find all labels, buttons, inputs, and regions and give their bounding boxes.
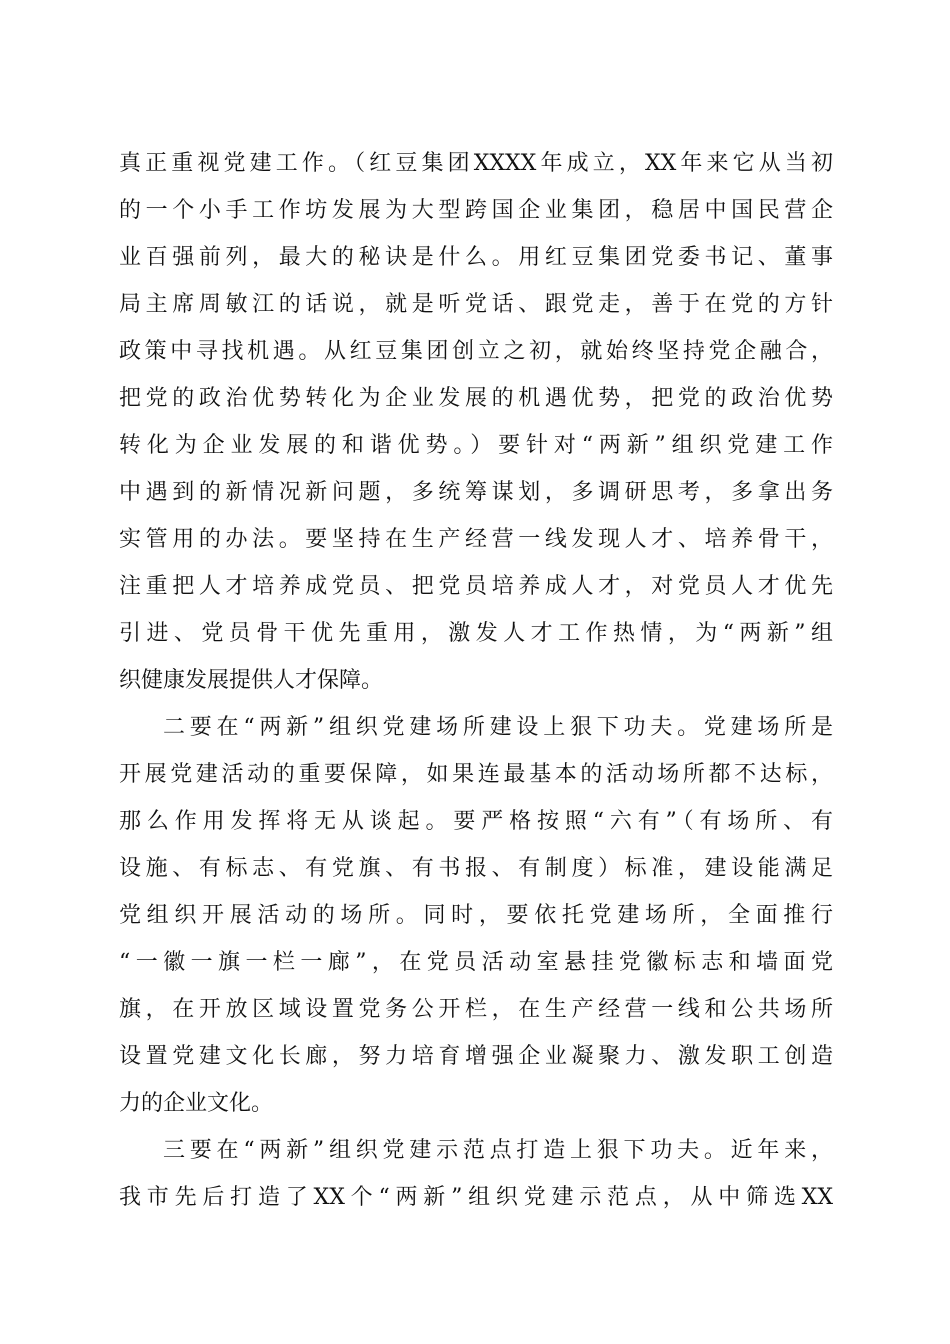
text-line: “一徽一旗一栏一廊”，在党员活动室悬挂党徽标志和墙面党 (119, 950, 833, 975)
text-line: 织健康发展提供人才保障。 (119, 668, 384, 693)
body-text (119, 140, 833, 1221)
text-line: 党组织开展活动的场所。同时，要依托党建场所，全面推行 (119, 903, 833, 928)
text-line: 力的企业文化。 (119, 1091, 274, 1116)
text-line: 旗，在开放区域设置党务公开栏，在生产经营一线和公共场所 (119, 997, 833, 1022)
text-line: 业百强前列，最大的秘诀是什么。用红豆集团党委书记、董事 (119, 245, 833, 270)
text-line: 注重把人才培养成党员、把党员培养成人才，对党员人才优先 (119, 574, 833, 599)
text-line: 真正重视党建工作。（红豆集团XXXX年成立，XX年来它从当初 (119, 151, 833, 176)
text-line: 实管用的办法。要坚持在生产经营一线发现人才、培养骨干， (119, 527, 833, 552)
text-line: 转化为企业发展的和谐优势。）要针对“两新”组织党建工作 (119, 433, 833, 458)
paragraph-2 (119, 704, 833, 1127)
text-line: 我市先后打造了XX个“两新”组织党建示范点，从中筛选XX (119, 1185, 833, 1210)
text-line: 设施、有标志、有党旗、有书报、有制度）标准，建设能满足 (119, 856, 833, 881)
text-line: 设置党建文化长廊，努力培育增强企业凝聚力、激发职工创造 (119, 1044, 833, 1069)
paragraph-3 (119, 1127, 833, 1221)
text-line: 把党的政治优势转化为企业发展的机遇优势，把党的政治优势 (119, 386, 833, 411)
text-line: 的一个小手工作坊发展为大型跨国企业集团，稳居中国民营企 (119, 198, 833, 223)
text-line: 三要在“两新”组织党建示范点打造上狠下功夫。近年来， (163, 1138, 833, 1163)
paragraph-1 (119, 140, 833, 704)
text-line: 引进、党员骨干优先重用，激发人才工作热情，为“两新”组 (119, 621, 833, 646)
text-line: 那么作用发挥将无从谈起。要严格按照“六有”（有场所、有 (119, 809, 833, 834)
text-line: 中遇到的新情况新问题，多统筹谋划，多调研思考，多拿出务 (119, 480, 833, 505)
text-line: 局主席周敏江的话说，就是听党话、跟党走，善于在党的方针 (119, 292, 833, 317)
text-line: 二要在“两新”组织党建场所建设上狠下功夫。党建场所是 (163, 715, 833, 740)
text-line: 政策中寻找机遇。从红豆集团创立之初，就始终坚持党企融合， (119, 339, 833, 364)
text-line: 开展党建活动的重要保障，如果连最基本的活动场所都不达标， (119, 762, 833, 787)
